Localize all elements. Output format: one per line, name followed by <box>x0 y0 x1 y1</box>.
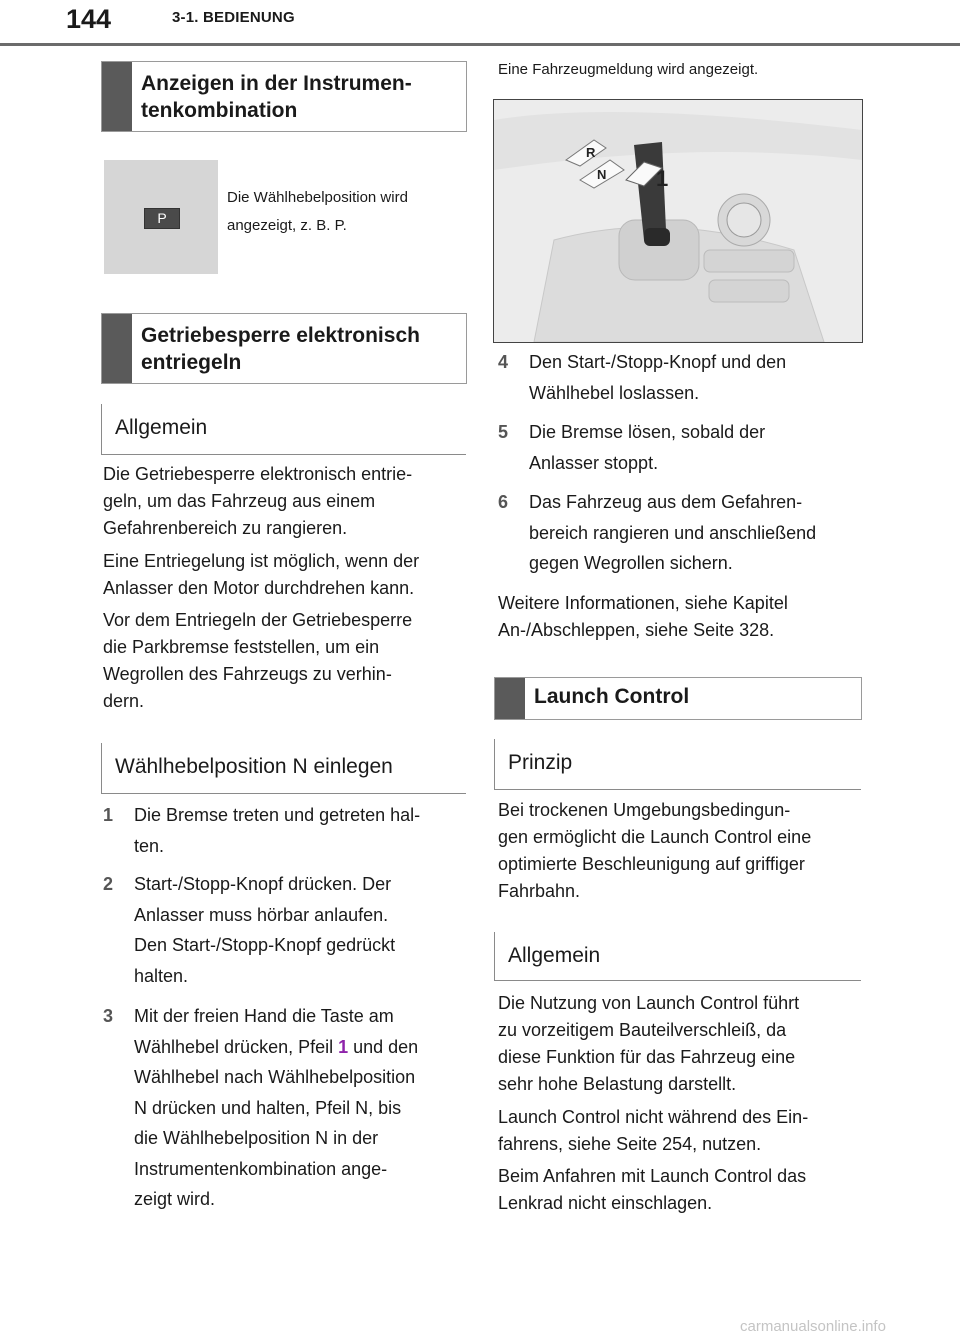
subheading-text: Allgemein <box>508 944 601 967</box>
paragraph-5: Die Nutzung von Launch Control führt zu vorzeitigem Bauteilverschleiß, da diese Funktion für das Fahrzeug eine sehr hohe Belastung darstellt. <box>498 993 800 1094</box>
paragraph-6: Launch Control nicht während des Ein- fahrens, siehe Seite 254, nutzen. <box>498 1107 809 1154</box>
gear-p-icon: P <box>144 208 180 229</box>
gear-lever-photo <box>493 99 863 343</box>
step-text: Die Bremse lösen, sobald der Anlasser stoppt. <box>529 422 766 473</box>
step-text: Start-/Stopp-Knopf drücken. Der Anlasser muss hörbar anlaufen. Den Start-/Stopp-Knopf gedrückt halten. <box>134 874 396 986</box>
step-1 <box>103 800 473 862</box>
heading-text: Anzeigen in der Instrumen- tenkombination <box>141 72 412 122</box>
label-r: R <box>586 145 596 160</box>
subheading-text: Allgemein <box>115 416 208 439</box>
arrow-reference-1: 1 <box>338 1036 349 1057</box>
step-text: Die Bremse treten und getreten hal- ten. <box>134 805 421 856</box>
step-text-part-b: und den Wählhebel nach Wählhebelposition N drücken und halten, Pfeil N, bis die Wählhebelposition N in der Instrumentenkombination ange- zeigt wird. <box>134 1036 419 1209</box>
heading-text: Launch Control <box>534 685 690 708</box>
paragraph-7: Beim Anfahren mit Launch Control das Lenkrad nicht einschlagen. <box>498 1166 807 1213</box>
step-text <box>134 1001 473 1215</box>
subheading-allgemein-1 <box>101 404 466 455</box>
step-2 <box>103 869 473 993</box>
step-4 <box>498 347 868 409</box>
section-heading-launch-control <box>494 677 862 720</box>
step-text-part-a: Mit der freien Hand die Taste am Wählhebel drücken, Pfeil <box>134 1006 394 1057</box>
step-number: 2 <box>103 874 114 894</box>
icon-description-line-1: Die Wählhebelposition wird <box>227 189 408 206</box>
icon-description <box>227 184 408 240</box>
photo-caption: Eine Fahrzeugmeldung wird angezeigt. <box>498 61 759 78</box>
label-n: N <box>597 167 607 182</box>
step-number: 6 <box>498 492 509 512</box>
heading-bar <box>495 678 525 719</box>
paragraph-1: Die Getriebesperre elektronisch entrie- geln, um das Fahrzeug aus einem Gefahrenbereich zu rangieren. <box>103 464 413 538</box>
section-heading-display <box>101 61 467 132</box>
heading-bar <box>102 314 132 383</box>
paragraph-more-info: Weitere Informationen, siehe Kapitel An-/Abschleppen, siehe Seite 328. <box>498 593 788 640</box>
paragraph-3: Vor dem Entriegeln der Getriebesperre die Parkbremse feststellen, um ein Wegrollen des Fahrzeugs zu verhin- dern. <box>103 610 413 711</box>
gear-indicator-tile <box>104 160 218 274</box>
step-number: 1 <box>103 805 114 825</box>
subheading-prinzip <box>494 739 861 790</box>
subheading-allgemein-2 <box>494 932 861 981</box>
step-text: Den Start-/Stopp-Knopf und den Wählhebel loslassen. <box>529 352 787 403</box>
section-heading-unlock <box>101 313 467 384</box>
step-3 <box>103 1001 473 1209</box>
step-number: 4 <box>498 352 509 372</box>
step-number: 3 <box>103 1006 114 1026</box>
chapter-title: 3-1. BEDIENUNG <box>172 9 295 26</box>
heading-bar <box>102 62 132 131</box>
page-number: 144 <box>66 4 112 34</box>
step-text: Das Fahrzeug aus dem Gefahren- bereich rangieren und anschließend gegen Wegrollen sichern. <box>529 492 817 573</box>
step-5 <box>498 417 868 479</box>
icon-description-line-2: angezeigt, z. B. P. <box>227 217 347 234</box>
subheading-n-position <box>101 743 466 794</box>
step-number: 5 <box>498 422 509 442</box>
paragraph-2: Eine Entriegelung ist möglich, wenn der Anlasser den Motor durchdrehen kann. <box>103 551 420 598</box>
header-divider <box>0 43 960 46</box>
step-6 <box>498 487 868 579</box>
subheading-text: Wählhebelposition N einlegen <box>115 755 393 778</box>
heading-text: Getriebesperre elektronisch entriegeln <box>141 324 420 374</box>
gear-lever-illustration <box>494 100 862 342</box>
label-1: 1 <box>656 166 669 191</box>
subheading-text: Prinzip <box>508 751 573 774</box>
watermark: carmanualsonline.info <box>740 1318 886 1335</box>
paragraph-4: Bei trockenen Umgebungsbedingun- gen ermöglicht die Launch Control eine optimierte Beschleunigung auf griffiger Fahrbahn. <box>498 800 812 901</box>
